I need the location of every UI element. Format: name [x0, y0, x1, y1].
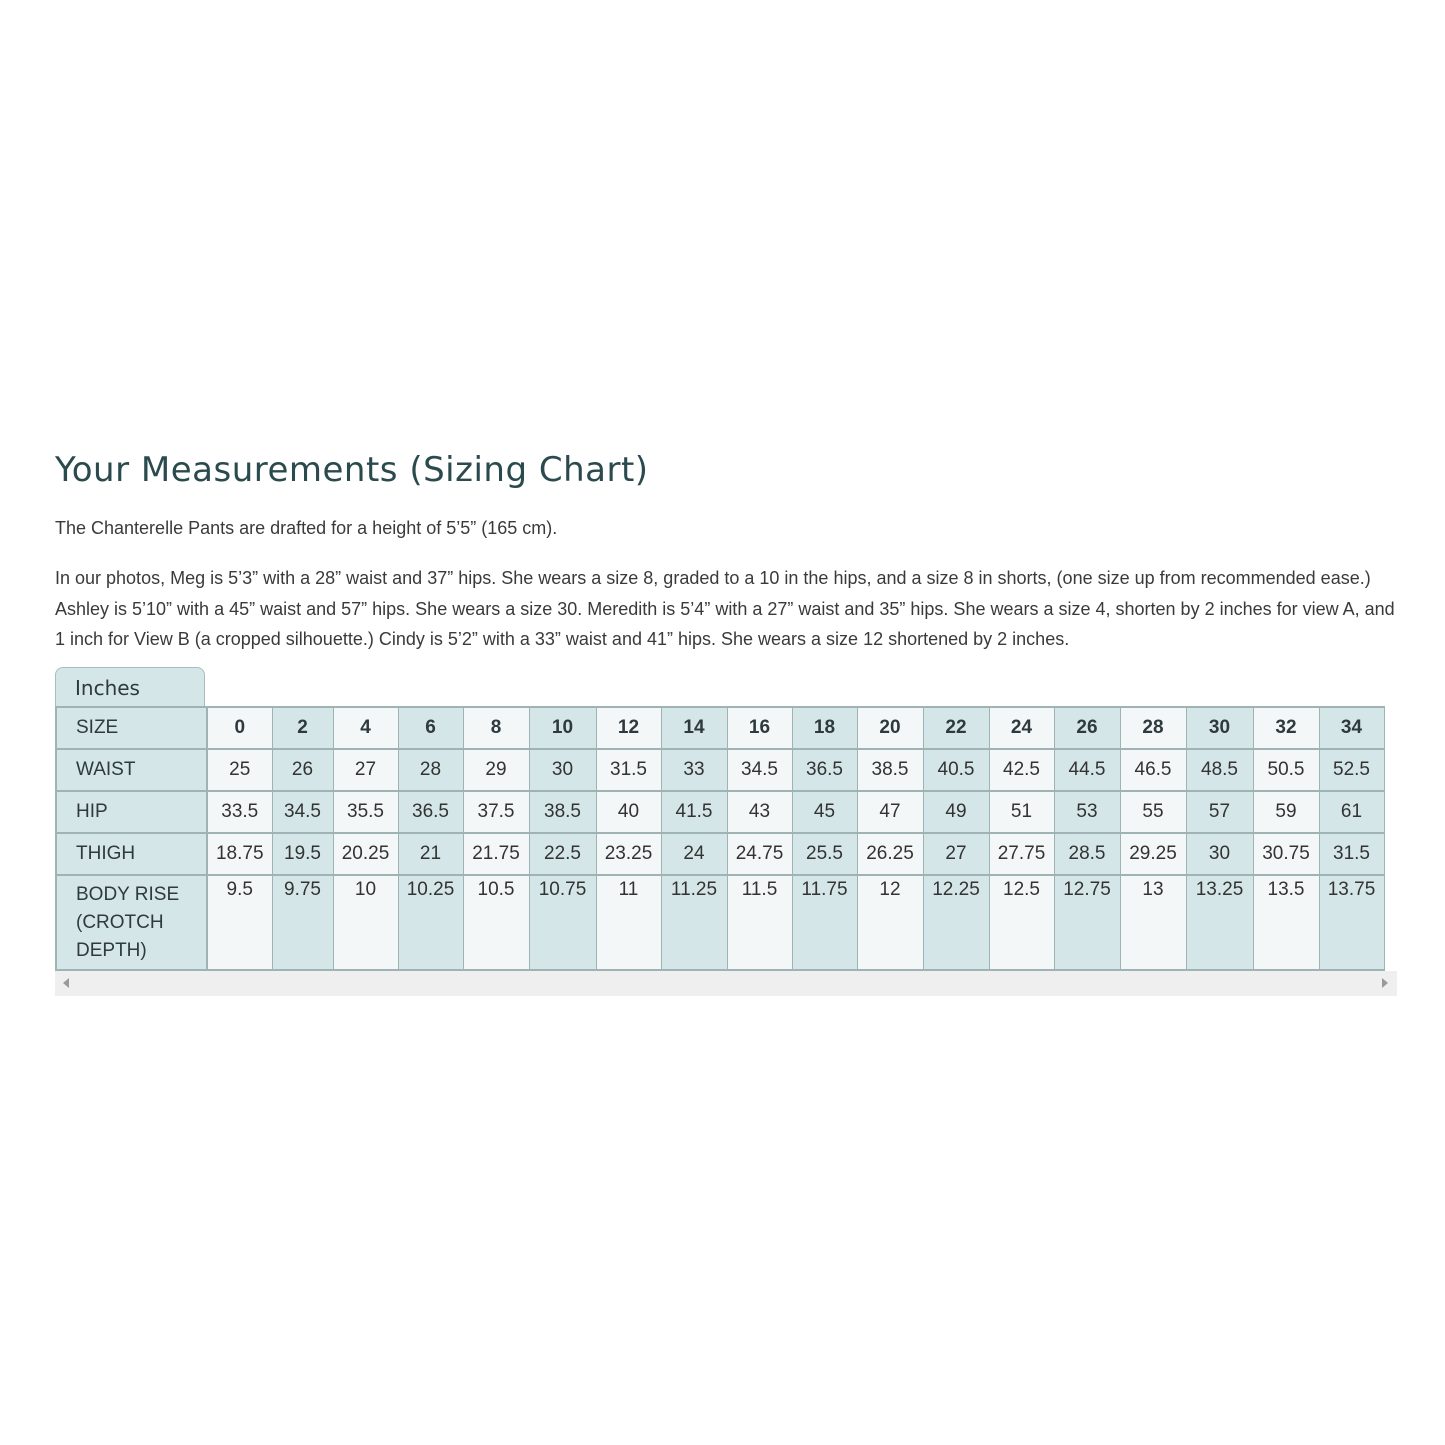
table-cell: 49	[923, 791, 989, 833]
table-cell: 25.5	[792, 833, 857, 875]
table-cell: 37.5	[463, 791, 529, 833]
table-cell: 30	[1186, 833, 1253, 875]
table-cell: 27	[333, 749, 398, 791]
table-cell: 21	[398, 833, 463, 875]
table-cell: 40	[596, 791, 661, 833]
intro-paragraph: The Chanterelle Pants are drafted for a height of 5’5” (165 cm).	[55, 518, 558, 538]
table-cell: 42.5	[989, 749, 1054, 791]
thigh-row	[56, 833, 1384, 875]
table-cell: 48.5	[1186, 749, 1253, 791]
table-cell: 33	[661, 749, 727, 791]
row-label: WAIST	[56, 749, 207, 791]
table-cell: 10.25	[398, 875, 463, 970]
table-cell: 12.5	[989, 875, 1054, 970]
table-cell: 30	[529, 749, 596, 791]
table-cell: 28	[398, 749, 463, 791]
table-cell: 34.5	[727, 749, 792, 791]
waist-row	[56, 749, 1384, 791]
table-cell: 34.5	[272, 791, 333, 833]
unit-tab-inches[interactable]: Inches	[55, 667, 205, 706]
table-cell: 9.75	[272, 875, 333, 970]
table-cell: 53	[1054, 791, 1120, 833]
table-cell: 11.25	[661, 875, 727, 970]
table-cell: 18.75	[207, 833, 272, 875]
row-label: HIP	[56, 791, 207, 833]
scroll-left-arrow-icon[interactable]	[63, 978, 69, 988]
scroll-right-arrow-icon[interactable]	[1382, 978, 1388, 988]
size-header-cell: 34	[1319, 707, 1384, 749]
table-cell: 27.75	[989, 833, 1054, 875]
sizing-table-container	[55, 667, 1397, 996]
table-cell: 61	[1319, 791, 1384, 833]
table-cell: 12	[857, 875, 923, 970]
table-cell: 45	[792, 791, 857, 833]
table-cell: 38.5	[529, 791, 596, 833]
table-cell: 13.75	[1319, 875, 1384, 970]
table-cell: 13	[1120, 875, 1186, 970]
table-cell: 36.5	[792, 749, 857, 791]
size-header-cell: 10	[529, 707, 596, 749]
table-cell: 55	[1120, 791, 1186, 833]
size-header-cell: 12	[596, 707, 661, 749]
table-cell: 23.25	[596, 833, 661, 875]
page-content	[55, 440, 1397, 655]
table-cell: 52.5	[1319, 749, 1384, 791]
table-cell: 25	[207, 749, 272, 791]
size-header-cell: 2	[272, 707, 333, 749]
table-cell: 29	[463, 749, 529, 791]
table-cell: 19.5	[272, 833, 333, 875]
table-cell: 50.5	[1253, 749, 1319, 791]
table-cell: 22.5	[529, 833, 596, 875]
table-cell: 9.5	[207, 875, 272, 970]
table-cell: 43	[727, 791, 792, 833]
models-paragraph: In our photos, Meg is 5’3” with a 28” waist and 37” hips. She wears a size 8, graded to a 10 in the hips, and a size 8 in shorts, (one size up from recommended ease.) Ashley is 5’10” with a 45” waist and 57” hips. She wears a size 30. Meredith is 5’4” with a 27” waist and 35” hips. She wears a size 4, shorten by 2 inches for view A, and 1 inch for View B (a cropped silhouette.) Cindy is 5’2” with a 33” waist and 41” hips. She wears a size 12 shortened by 2 inches.	[55, 568, 1395, 649]
table-cell: 11	[596, 875, 661, 970]
table-cell: 35.5	[333, 791, 398, 833]
size-header-cell: 22	[923, 707, 989, 749]
table-cell: 57	[1186, 791, 1253, 833]
table-cell: 29.25	[1120, 833, 1186, 875]
table-cell: 36.5	[398, 791, 463, 833]
table-cell: 24.75	[727, 833, 792, 875]
size-header-cell: 14	[661, 707, 727, 749]
table-cell: 11.75	[792, 875, 857, 970]
size-header-cell: 32	[1253, 707, 1319, 749]
table-cell: 10	[333, 875, 398, 970]
table-cell: 33.5	[207, 791, 272, 833]
row-label: THIGH	[56, 833, 207, 875]
table-cell: 26.25	[857, 833, 923, 875]
table-cell: 31.5	[1319, 833, 1384, 875]
row-label: SIZE	[56, 707, 207, 749]
size-header-cell: 16	[727, 707, 792, 749]
sizing-table-scroller[interactable]	[55, 706, 1397, 971]
size-header-cell: 26	[1054, 707, 1120, 749]
table-cell: 44.5	[1054, 749, 1120, 791]
table-cell: 27	[923, 833, 989, 875]
size-header-cell: 24	[989, 707, 1054, 749]
table-cell: 41.5	[661, 791, 727, 833]
size-header-cell: 20	[857, 707, 923, 749]
table-cell: 46.5	[1120, 749, 1186, 791]
row-label: BODY RISE (CROTCH DEPTH)	[56, 875, 207, 970]
table-cell: 12.75	[1054, 875, 1120, 970]
table-cell: 13.5	[1253, 875, 1319, 970]
sizing-table	[55, 706, 1385, 971]
table-cell: 31.5	[596, 749, 661, 791]
size-header-cell: 8	[463, 707, 529, 749]
table-cell: 26	[272, 749, 333, 791]
size-row	[56, 707, 1384, 749]
table-cell: 20.25	[333, 833, 398, 875]
table-cell: 28.5	[1054, 833, 1120, 875]
body-rise-row	[56, 875, 1384, 970]
table-cell: 12.25	[923, 875, 989, 970]
table-cell: 40.5	[923, 749, 989, 791]
hip-row	[56, 791, 1384, 833]
size-header-cell: 0	[207, 707, 272, 749]
table-cell: 13.25	[1186, 875, 1253, 970]
table-cell: 21.75	[463, 833, 529, 875]
size-header-cell: 30	[1186, 707, 1253, 749]
table-cell: 30.75	[1253, 833, 1319, 875]
size-header-cell: 4	[333, 707, 398, 749]
table-cell: 51	[989, 791, 1054, 833]
table-cell: 24	[661, 833, 727, 875]
table-cell: 11.5	[727, 875, 792, 970]
table-cell: 38.5	[857, 749, 923, 791]
table-cell: 47	[857, 791, 923, 833]
table-cell: 59	[1253, 791, 1319, 833]
size-header-cell: 6	[398, 707, 463, 749]
table-cell: 10.5	[463, 875, 529, 970]
page-title: Your Measurements (Sizing Chart)	[55, 450, 649, 490]
size-header-cell: 28	[1120, 707, 1186, 749]
horizontal-scrollbar[interactable]	[55, 971, 1397, 996]
size-header-cell: 18	[792, 707, 857, 749]
table-cell: 10.75	[529, 875, 596, 970]
